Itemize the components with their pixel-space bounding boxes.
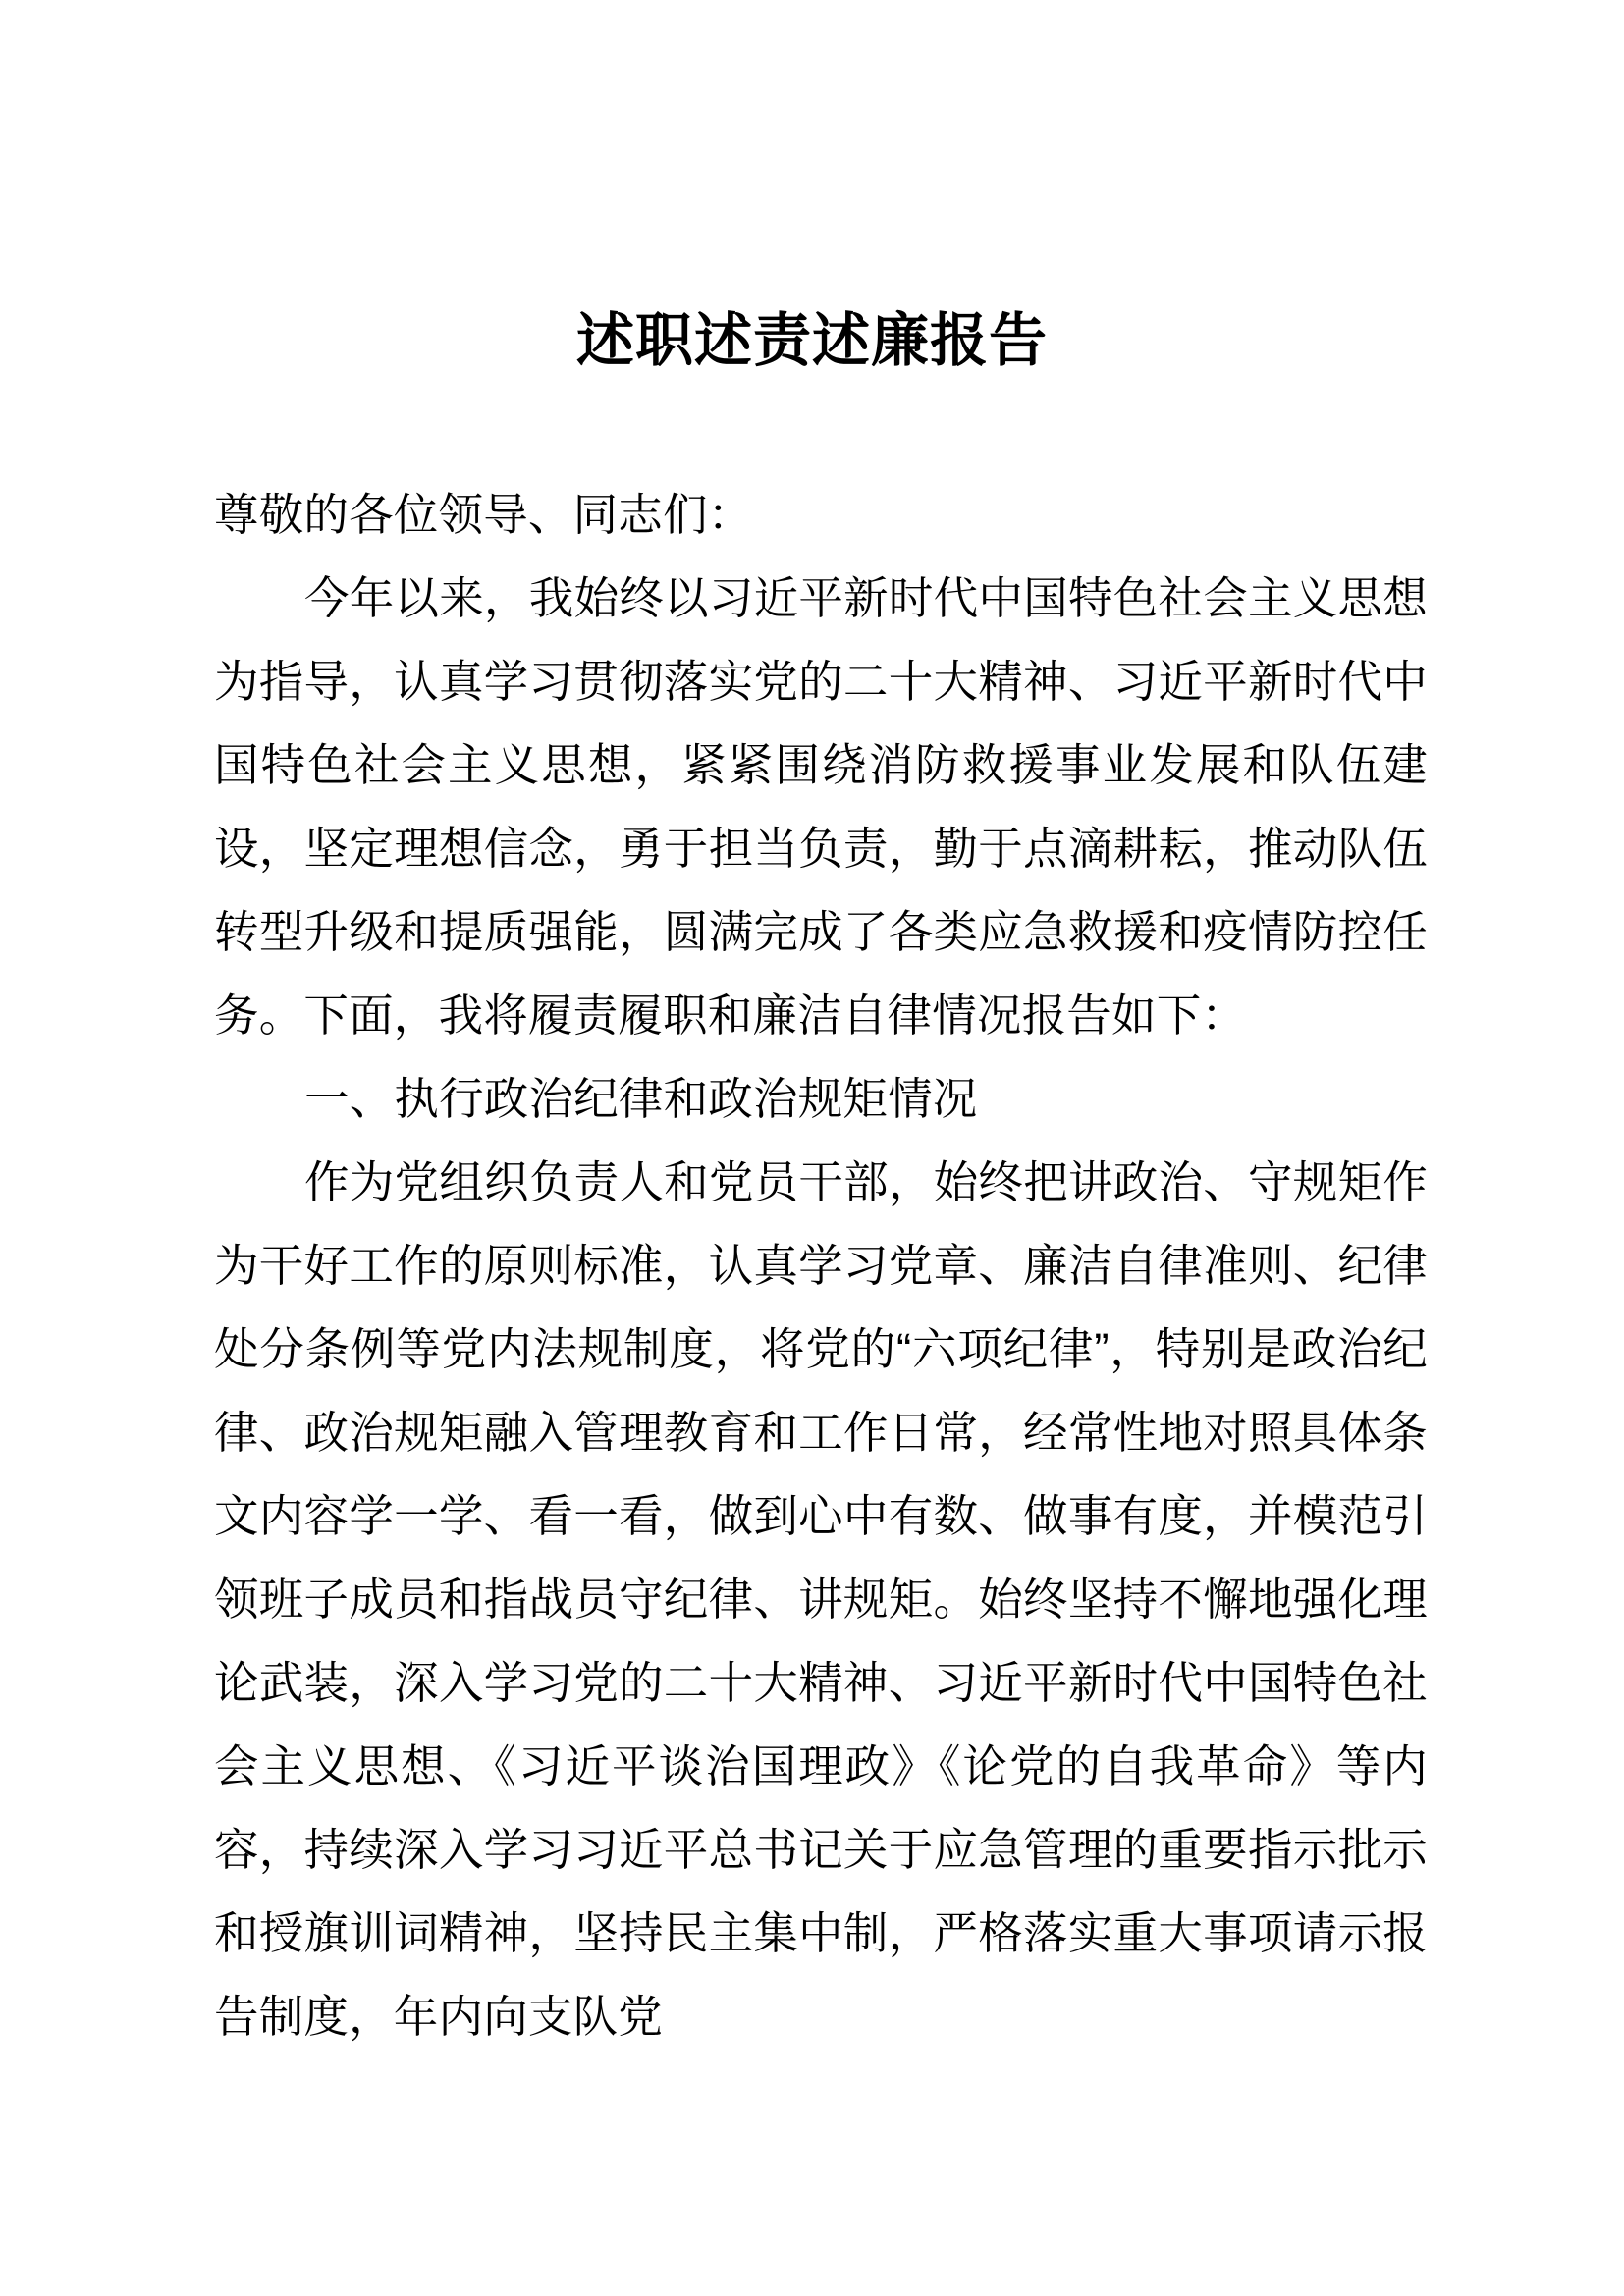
document-body xyxy=(214,473,1428,2058)
section-heading-1: 一、执行政治纪律和政治规矩情况 xyxy=(304,1074,978,1124)
body-paragraph-1: 今年以来，我始终以习近平新时代中国特色社会主义思想为指导，认真学习贯彻落实党的二十大精神、习近平新时代中国特色社会主义思想，紧紧围绕消防救援事业发展和队伍建设，坚定理想信念，勇于担当负责，勤于点滴耕耘，推动队伍转型升级和提质强能，圆满完成了各类应急救援和疫情防控任务。下面，我将履责履职和廉洁自律情况报告如下： xyxy=(214,573,1428,1041)
body-paragraph-2: 作为党组织负责人和党员干部，始终把讲政治、守规矩作为干好工作的原则标准，认真学习党章、廉洁自律准则、纪律处分条例等党内法规制度，将党的“六项纪律”，特别是政治纪律、政治规矩融入管理教育和工作日常，经常性地对照具体条文内容学一学、看一看，做到心中有数、做事有度，并模范引领班子成员和指战员守纪律、讲规矩。始终坚持不懈地强化理论武装，深入学习党的二十大精神、习近平新时代中国特色社会主义思想、《习近平谈治国理政》《论党的自我革命》等内容，持续深入学习习近平总书记关于应急管理的重要指示批示和授旗训词精神，坚持民主集中制，严格落实重大事项请示报告制度，年内向支队党 xyxy=(214,1157,1428,2042)
page-title: 述职述责述廉报告 xyxy=(575,308,1048,373)
salutation-line: 尊敬的各位领导、同志们： xyxy=(214,490,753,540)
